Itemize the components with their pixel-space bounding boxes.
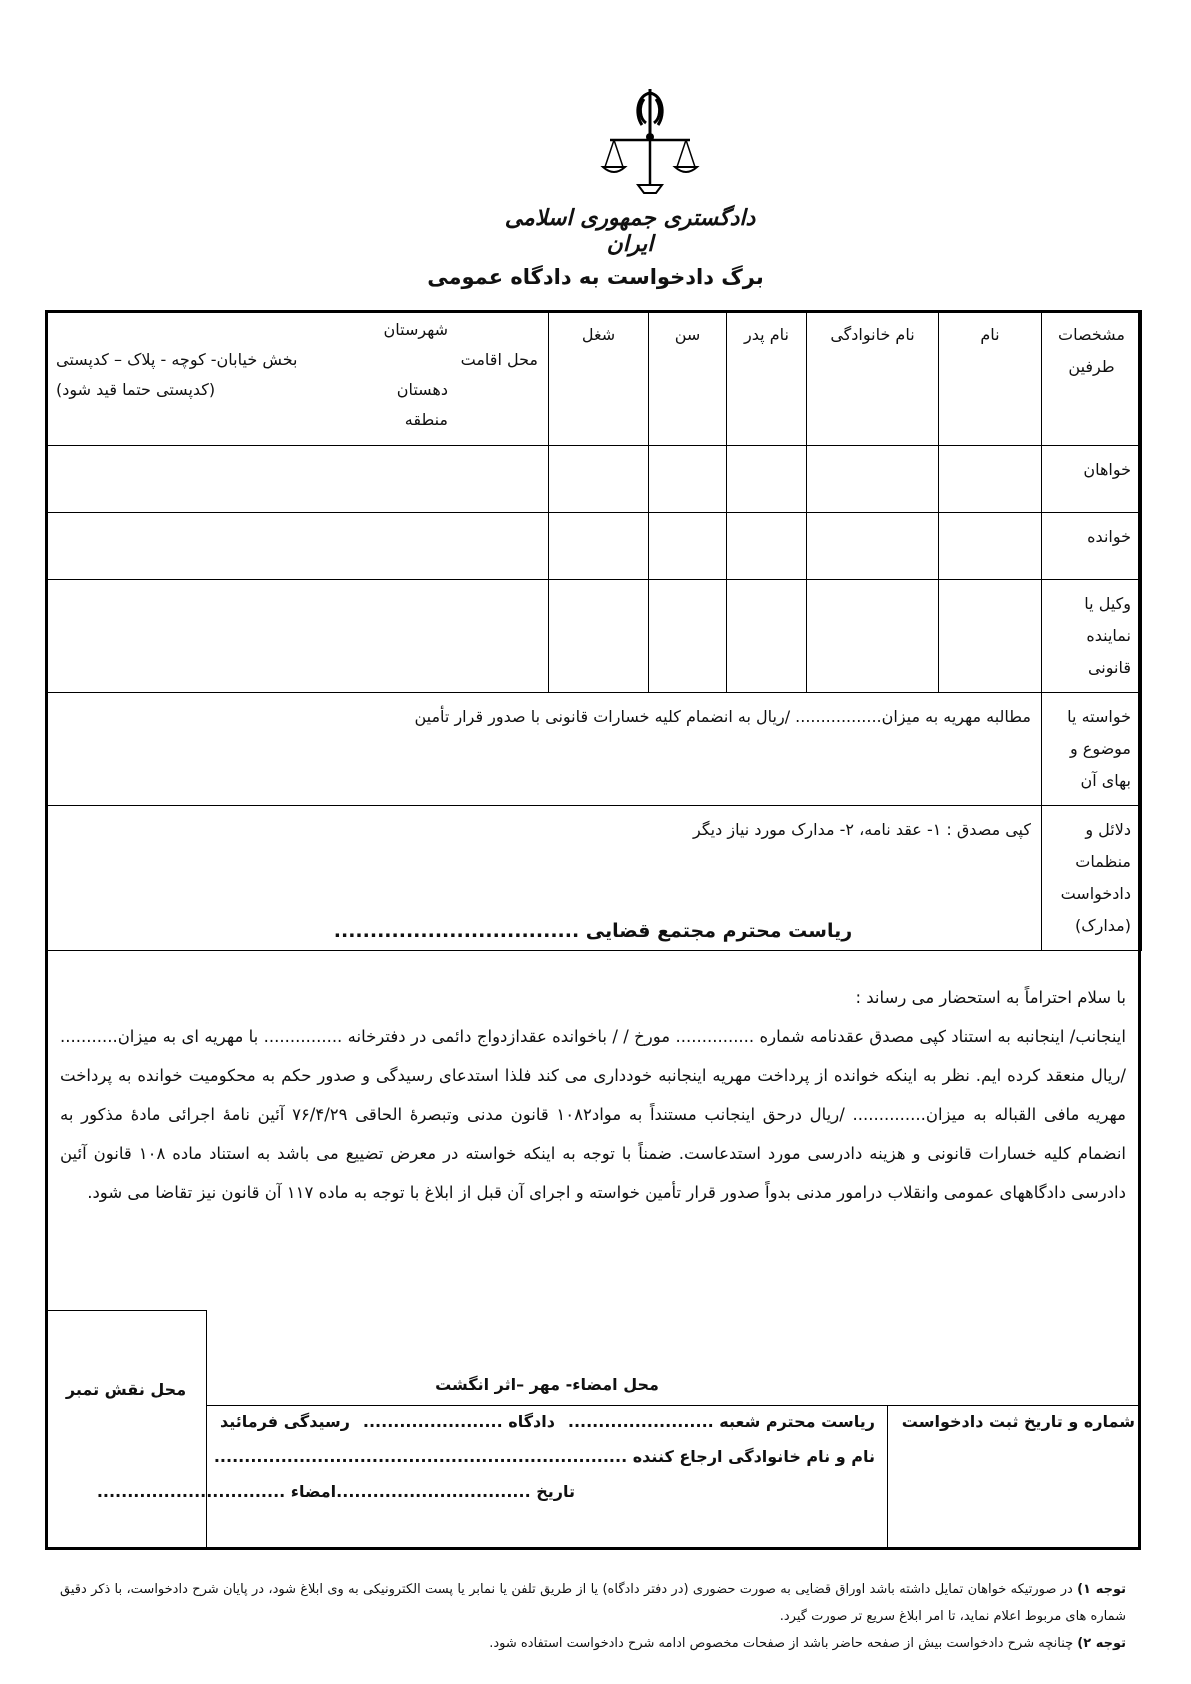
plaintiff-father-cell[interactable] <box>727 446 807 513</box>
notes <box>60 1576 1126 1657</box>
ref-sign: امضاء ............................... <box>96 1482 337 1501</box>
petition-body <box>60 978 1126 1212</box>
signature-label: محل امضاء- مهر –اثر انگشت <box>435 1375 659 1394</box>
address-postal-note: (کدپستی حتما قید شود) <box>56 380 216 399</box>
registration-label: شماره و تاریخ ثبت دادخواست <box>901 1412 1135 1431</box>
stamp-label: محل نقش تمبر <box>65 1380 187 1399</box>
evidence-value: کپی مصدق : ۱- عقد نامه، ۲- مدارک مورد نیاز دیگر <box>46 806 1042 951</box>
row-claim-label: خواسته یا موضوع و بهای آن <box>1042 693 1142 806</box>
row-plaintiff-label: خواهان <box>1042 446 1142 513</box>
address-district: منطقه <box>404 410 448 429</box>
plaintiff-family-cell[interactable] <box>807 446 939 513</box>
lawyer-age-cell[interactable] <box>649 580 727 693</box>
header-occupation: شغل <box>549 311 649 446</box>
claim-value: مطالبه مهریه به میزان................. /ریال به انضمام کلیه خسارات قانونی با صدور قرار تأمین <box>46 693 1042 806</box>
row-defendant-label: خوانده <box>1042 513 1142 580</box>
header-name: نام <box>939 311 1042 446</box>
plaintiff-name-cell[interactable] <box>939 446 1042 513</box>
note-2-label: توجه ۲) <box>1077 1636 1126 1651</box>
petition-greeting: با سلام احتراماً به استحضار می رساند : <box>855 988 1126 1007</box>
referral-line-2 <box>213 1447 875 1466</box>
table-row <box>46 693 1142 806</box>
defendant-job-cell[interactable] <box>549 513 649 580</box>
defendant-family-cell[interactable] <box>807 513 939 580</box>
header-father-name: نام پدر <box>727 311 807 446</box>
ref-review: رسیدگی فرمائید <box>220 1412 350 1431</box>
lawyer-job-cell[interactable] <box>549 580 649 693</box>
address-village: دهستان <box>396 380 448 399</box>
petition-heading: ریاست محترم مجتمع قضایی .................................. <box>333 920 853 942</box>
header-family-name: نام خانوادگی <box>807 311 939 446</box>
address-label: محل اقامت <box>460 350 538 369</box>
parties-table <box>45 310 1142 951</box>
plaintiff-job-cell[interactable] <box>549 446 649 513</box>
ref-court: دادگاه ....................... <box>362 1412 555 1431</box>
defendant-age-cell[interactable] <box>649 513 727 580</box>
header-role: مشخصات طرفین <box>1042 311 1142 446</box>
address-street: بخش خیابان- کوچه - پلاک – کدپستی <box>56 350 298 369</box>
note-2-text: چنانچه شرح دادخواست بیش از صفحه حاضر باشد از صفحات مخصوص ادامه شرح دادخواست استفاده شود. <box>489 1636 1074 1651</box>
header-address <box>46 311 549 446</box>
divider <box>207 1405 1141 1406</box>
note-1-text: در صورتیکه خواهان تمایل داشته باشد اوراق قضایی به صورت حضوری (در دفتر دادگاه) یا از طریق تلفن یا نمابر یا پست الکترونیکی به وی ابلاغ شود، در پایان شرح دادخواست، با ذکر دقیق شماره های مربوط اعلام نماید، تا امر ابلاغ سریع تر صورت گیرد. <box>60 1582 1126 1624</box>
defendant-address-cell[interactable] <box>46 513 549 580</box>
lawyer-address-cell[interactable] <box>46 580 549 693</box>
note-2 <box>60 1630 1126 1657</box>
plaintiff-age-cell[interactable] <box>649 446 727 513</box>
divider <box>887 1405 888 1550</box>
note-1 <box>60 1576 1126 1630</box>
lawyer-name-cell[interactable] <box>939 580 1042 693</box>
ref-name: نام و نام خانوادگی ارجاع کننده .................................................................... <box>213 1447 875 1466</box>
ref-branch: ریاست محترم شعبه ........................ <box>567 1412 875 1431</box>
ref-date: تاریخ ................................ <box>336 1482 575 1501</box>
table-row <box>46 446 1142 513</box>
referral-line-1 <box>220 1412 875 1431</box>
header-age: سن <box>649 311 727 446</box>
lawyer-father-cell[interactable] <box>727 580 807 693</box>
petition-text: اینجانب/ اینجانبه به استناد کپی مصدق عقدنامه شماره ............... مورخ / / باخوانده عقدازدواج دائمی در دفترخانه ............... با مهریه ای به میزان........... /ریال منعقد کرده ایم. نظر به اینکه خوانده از پرداخت مهریه اینجانبه خودداری می کند فلذا استدعای رسیدگی و صدور حکم به محکومیت خوانده به پرداخت مهریه مافی القباله به میزان.............. /ریال درحق اینجانب مستنداً به مواد۱۰۸۲ قانون مدنی وتبصرۀ الحاقی ۷۶/۴/۲۹ آئین نامۀ اجرائی مادۀ مذکور به انضمام کلیه خسارات قانونی و هزینه دادرسی مورد استدعاست. ضمناً با توجه به اینکه خواسته در معرض تضییع می باشد به استناد ماده ۱۰۸ قانون آئین دادرسی دادگاههای عمومی وانقلاب درامور مدنی بدواً صدور قرار تأمین خواسته و اجرای آن قبل از ابلاغ با توجه به ماده ۱۱۷ آن قانون نیز تقاضا می شود. <box>60 1027 1127 1202</box>
form-title: برگ دادخواست به دادگاه عمومی <box>427 265 764 289</box>
table-header-row <box>46 311 1142 446</box>
referral-line-3 <box>96 1482 875 1501</box>
table-row <box>46 513 1142 580</box>
note-1-label: توجه ۱) <box>1077 1582 1126 1597</box>
plaintiff-address-cell[interactable] <box>46 446 549 513</box>
organization-name: دادگستری جمهوری اسلامی ایران <box>504 205 756 257</box>
lawyer-family-cell[interactable] <box>807 580 939 693</box>
row-lawyer-label: وکیل یا نماینده قانونی <box>1042 580 1142 693</box>
defendant-father-cell[interactable] <box>727 513 807 580</box>
row-evidence-label: دلائل و منظمات دادخواست (مدارک) <box>1042 806 1142 951</box>
defendant-name-cell[interactable] <box>939 513 1042 580</box>
stamp-box <box>45 1310 207 1550</box>
address-city: شهرستان <box>383 320 448 339</box>
table-row <box>46 580 1142 693</box>
judiciary-emblem-icon <box>600 85 700 200</box>
